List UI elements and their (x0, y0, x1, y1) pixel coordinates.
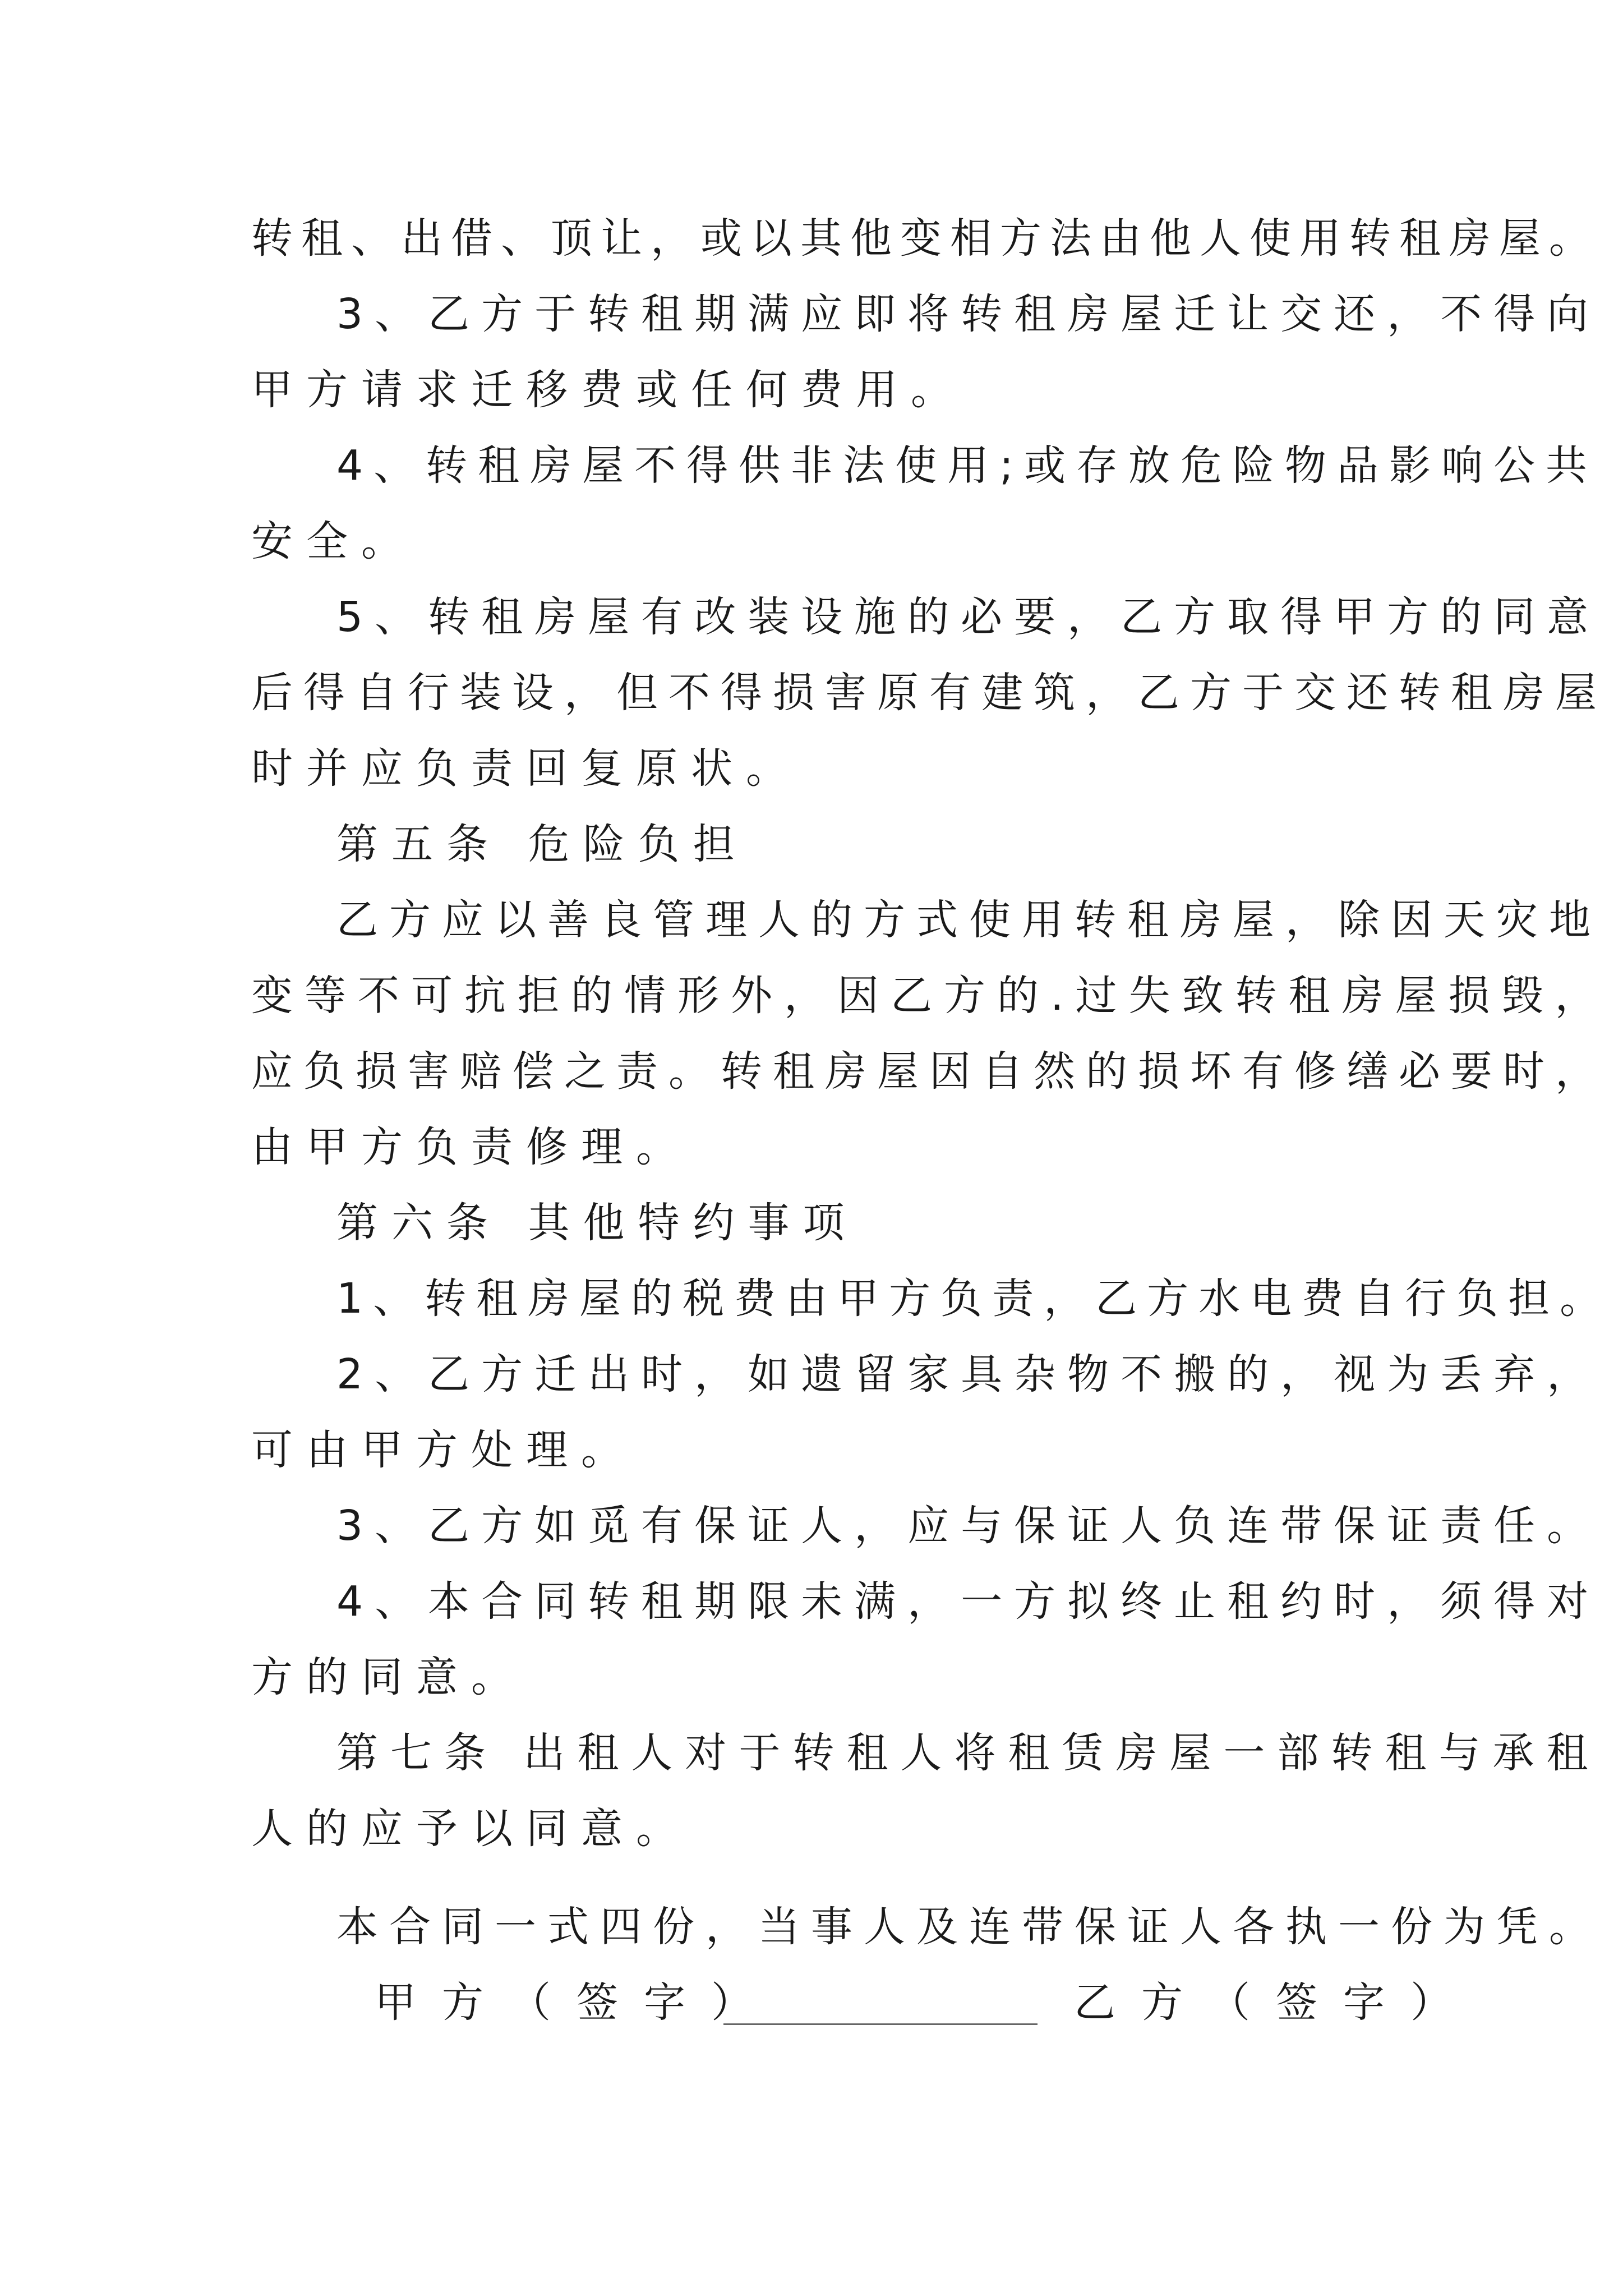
party-a-signature-label: 甲方（签字） (375, 1978, 778, 2027)
text-line: 4、本合同转租期限未满，一方拟终止租约时，须得对 (336, 1577, 1601, 1626)
signature-blank-line (723, 2023, 1038, 2025)
text-line: 人的应予以同意。 (251, 1805, 691, 1853)
text-line: 后得自行装设，但不得损害原有建筑，乙方于交还转租房屋 (251, 669, 1607, 717)
text-line: 时并应负责回复原状。 (251, 744, 801, 793)
text-line: 2、乙方迁出时，如遗留家具杂物不搬的，视为丢弃， (336, 1350, 1601, 1398)
text-line: 方的同意。 (251, 1653, 526, 1701)
section-heading: 第七条 出租人对于转租人将租赁房屋一部转租与承租 (336, 1729, 1601, 1777)
text-line: 3、乙方于转租期满应即将转租房屋迁让交还，不得向 (336, 290, 1601, 338)
text-line: 5、转租房屋有改装设施的必要，乙方取得甲方的同意 (336, 593, 1601, 641)
text-line: 乙方应以善良管理人的方式使用转租房屋，除因天灾地 (336, 896, 1602, 944)
signature-row (0, 1977, 1623, 2033)
text-line: 变等不可抗拒的情形外，因乙方的.过失致转租房屋损毁， (251, 972, 1608, 1020)
text-line: 3、乙方如觅有保证人，应与保证人负连带保证责任。 (336, 1502, 1601, 1550)
text-line: 转租、出借、顶让，或以其他变相方法由他人使用转租房屋。 (251, 214, 1599, 263)
text-line: 4、转租房屋不得供非法使用;或存放危险物品影响公共 (336, 441, 1598, 490)
text-line: 1、转租房屋的税费由甲方负责，乙方水电费自行负担。 (336, 1274, 1612, 1323)
text-line: 应负损害赔偿之责。转租房屋因自然的损坏有修缮必要时， (251, 1047, 1607, 1096)
text-line: 甲方请求迁移费或任何费用。 (251, 366, 966, 414)
section-heading: 第六条 其他特约事项 (336, 1199, 858, 1247)
section-heading: 第五条 危险负担 (336, 820, 748, 868)
text-line: 由甲方负责修理。 (251, 1123, 691, 1171)
party-b-signature-label: 乙方（签字） (1074, 1978, 1478, 2027)
text-line: 本合同一式四份，当事人及连带保证人各执一份为凭。 (336, 1903, 1602, 1951)
text-line: 可由甲方处理。 (251, 1426, 636, 1474)
text-line: 安全。 (251, 517, 416, 565)
